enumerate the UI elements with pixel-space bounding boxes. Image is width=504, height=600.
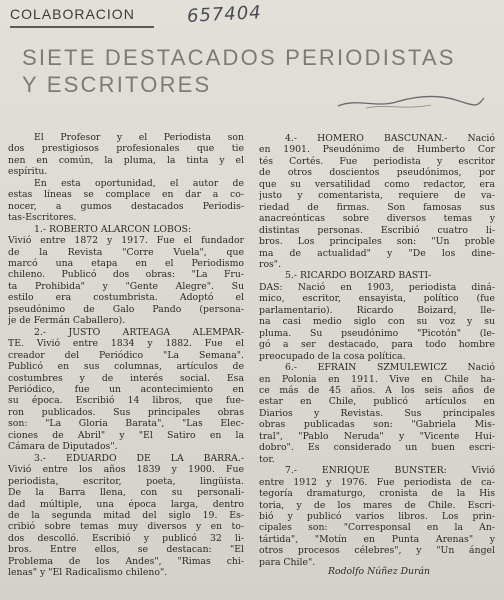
text-line: Vivió entre 1872 y 1917. Fue el fundador bbox=[8, 235, 244, 247]
section-rule bbox=[10, 26, 154, 28]
text-line: Diarios y Revistas. Sus principales bbox=[259, 407, 495, 419]
text-line: ciones de Abril" y "El Satiro en la bbox=[8, 429, 244, 441]
text-line: nocer, a gumos destacados Periodis- bbox=[8, 200, 244, 212]
text-line: 4.- HOMERO BASCUÑAN.- Nació bbox=[285, 133, 495, 144]
text-line: que su versatilidad como redactor, era bbox=[259, 178, 495, 190]
text-line: son: "La Gloria Barata", "Las Elec- bbox=[8, 418, 244, 430]
text-line: periodista, escritor, poeta, lingüista. bbox=[8, 475, 244, 487]
text-line: costumbres y de interés social. Esa bbox=[8, 372, 244, 384]
text-line: preocupado de la cosa política. bbox=[259, 350, 406, 362]
text-line: bió y publicó varios libros. Los prin- bbox=[259, 510, 495, 522]
text-line: chileno. Publicó dos obras: "La Fru- bbox=[8, 269, 244, 281]
text-line: gó a ser destacado, para todo hombre bbox=[259, 339, 495, 351]
text-line: estas líneas se complace en dar a co- bbox=[8, 189, 244, 201]
handwritten-archive-number: 657404 bbox=[186, 2, 263, 27]
text-line: mico, escritor, ensayista, político (fue bbox=[259, 293, 495, 305]
text-line: 3.- EDUARDO DE LA BARRA.- bbox=[34, 452, 244, 464]
text-line: de la segunda mitad del siglo 19. Es- bbox=[8, 509, 244, 521]
text-line: tas-Escritores. bbox=[8, 212, 77, 224]
text-line: ce más de 45 años. A los seis años de bbox=[259, 384, 495, 396]
text-line: en 1901. Pseudónimo de Humberto Cor bbox=[259, 144, 495, 156]
text-line: Problema de los Andes", "Rimas chi- bbox=[8, 555, 244, 567]
text-line: ma de actualidad" y "De los dine- bbox=[259, 247, 495, 259]
text-line: de la Revista "Corre Vuela", que bbox=[8, 246, 244, 258]
text-line: otros procesos célebres", y "Un ángel bbox=[259, 545, 495, 557]
text-line: en Polonia en 1911. Vive en Chile ha- bbox=[259, 373, 495, 385]
text-line: de otros doscientos pseudónimos, por bbox=[259, 167, 495, 179]
text-line: tral", "Pablo Neruda" y "Vicente Hui- bbox=[259, 430, 495, 442]
text-line: tegoría dramaturgo, cronista de la His bbox=[259, 488, 495, 500]
text-line: dobro". Es considerado un buen escri- bbox=[259, 442, 495, 454]
text-line: lenas" y "El Radicalismo chileno". bbox=[8, 567, 168, 579]
text-line: parlamentario). Ricardo Boizard, lle- bbox=[259, 304, 495, 316]
text-line: riedad de firmas. Son famosas sus bbox=[259, 201, 495, 213]
text-line: estar en Chile, publicó artículos en bbox=[259, 396, 495, 408]
text-line: na casi medio siglo con su voz y su bbox=[259, 316, 495, 328]
text-line: De la Barra llena, con su personali- bbox=[8, 487, 244, 499]
text-line: nen en común, la pluma, la tinta y el bbox=[8, 154, 244, 166]
headline-line: Y ESCRITORES bbox=[22, 72, 212, 97]
text-line: ta Prohibida" y "Gente Alegre". Su bbox=[8, 280, 244, 292]
text-line: dad múltiple, una época larga, dentro bbox=[8, 498, 244, 510]
text-line: obras publicadas son: "Gabriela Mis- bbox=[259, 419, 495, 431]
text-line: marcó una etapa en el Periodismo bbox=[8, 257, 244, 269]
text-line: El Profesor y el Periodista son bbox=[34, 132, 244, 143]
text-line: ros". bbox=[259, 258, 282, 270]
text-line: En esta oportunidad, el autor de bbox=[34, 177, 244, 189]
text-line: bros. Los principales son: "Un proble bbox=[259, 236, 495, 248]
text-line: dos descolló. Escribió y publicó 32 li- bbox=[8, 532, 244, 544]
text-line: Periódico, fue un acontecimiento en bbox=[8, 383, 244, 395]
text-line: su época. Escribió 14 libros, que fue- bbox=[8, 395, 244, 407]
text-line: distintas personas. Escribió cuatro li- bbox=[259, 224, 495, 236]
text-line: tártida", "Motín en Punta Arenas" y bbox=[259, 533, 495, 545]
text-line: dos prestigiosos profesionales que tie bbox=[8, 143, 244, 155]
left-column bbox=[8, 132, 244, 579]
text-line: toria, y de los mares de Chile. Escri- bbox=[259, 499, 495, 511]
text-line: 7.- ENRIQUE BUNSTER: Vivió bbox=[285, 465, 495, 477]
text-line: entre 1912 y 1976. Fue periodista de ca- bbox=[259, 476, 495, 488]
text-line: pseudónimo de Galo Pando (persona- bbox=[8, 303, 244, 315]
text-line: Vivió entre los años 1839 y 1900. Fue bbox=[8, 464, 244, 476]
text-line: para Chile". bbox=[259, 556, 316, 568]
text-line: 2.- JUSTO ARTEAGA ALEMPAR- bbox=[34, 326, 244, 338]
text-line: je de Fermán Caballero). bbox=[8, 315, 126, 327]
text-line: 1.- ROBERTO ALARCON LOBOS: bbox=[34, 223, 192, 235]
pen-scribble bbox=[336, 86, 486, 112]
text-line: creador del Periódico "La Semana". bbox=[8, 349, 244, 361]
text-line: 6.- EFRAIN SZMULEWICZ Nació bbox=[285, 362, 495, 374]
text-line: cipales son: "Corresponsal en la An- bbox=[259, 522, 495, 534]
text-line: cribió sobre temas muy diversos y en to- bbox=[8, 521, 244, 533]
text-line: Publicó en sus columnas, artículos de bbox=[8, 361, 244, 373]
text-line: DAS: Nació en 1903, periodista diná- bbox=[259, 281, 495, 293]
text-line: Cámara de Diputados". bbox=[8, 441, 118, 453]
text-line: TE. Vivió entre 1834 y 1882. Fue el bbox=[8, 338, 244, 350]
text-line: ron publicados. Sus principales obras bbox=[8, 406, 244, 418]
text-line: tor. bbox=[259, 453, 275, 465]
section-label: COLABORACION bbox=[10, 6, 135, 22]
headline-line: SIETE DESTACADOS PERIODISTAS bbox=[22, 45, 456, 70]
text-line: 5.- RICARDO BOIZARD BASTI- bbox=[285, 270, 432, 282]
text-line: pluma. Su pseudónimo "Picotón" (le- bbox=[259, 327, 495, 339]
text-line: tés Cortés. Fue periodista y escritor bbox=[259, 155, 495, 167]
right-column bbox=[259, 133, 495, 568]
text-line: espíritu. bbox=[8, 166, 48, 178]
text-line: bros. Entre ellos, se destacan: "El bbox=[8, 544, 244, 556]
text-line: justo y comentarista, requiere de va- bbox=[259, 190, 495, 202]
text-line: estilo era costumbrista. Adoptó el bbox=[8, 292, 244, 304]
author-byline: Rodolfo Núñez Durán bbox=[328, 566, 430, 577]
text-line: anacreónticas sobre diversos temas y bbox=[259, 213, 495, 225]
